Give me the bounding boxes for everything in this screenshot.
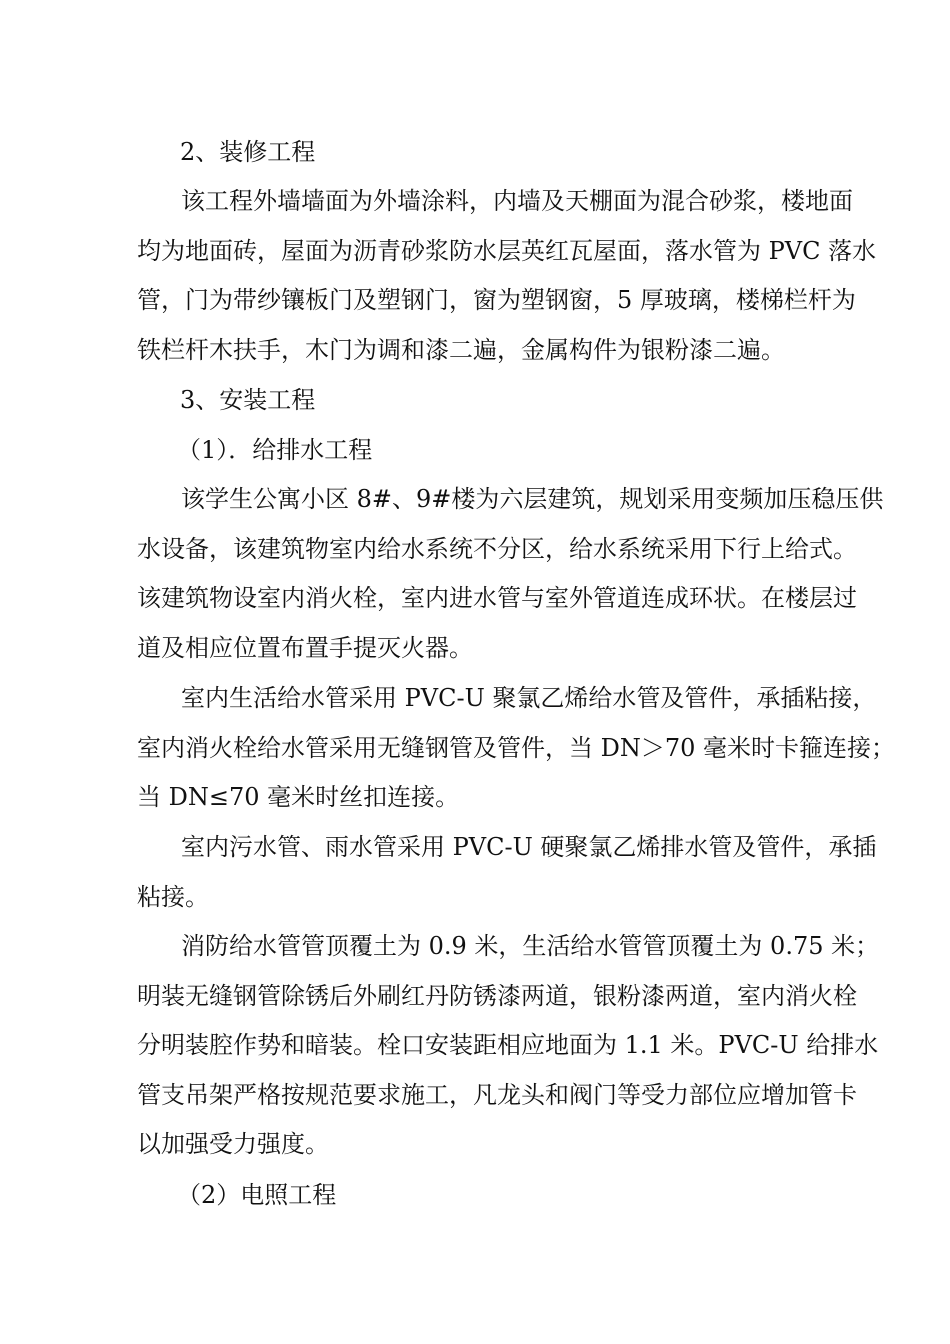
section-heading-installation: 3、安装工程 (180, 386, 316, 414)
paragraph-line: 当 DN≤70 毫米时丝扣连接。 (137, 783, 460, 812)
paragraph-line: 室内生活给水管采用 PVC-U 聚氯乙烯给水管及管件，承插粘接， (181, 684, 877, 712)
paragraph-pipe-cover-and-supports (137, 931, 880, 1179)
subsection-heading-plumbing: （1）．给排水工程 (177, 436, 373, 464)
paragraph-line: 水设备，该建筑物室内给水系统不分区，给水系统采用下行上给式。 (137, 534, 857, 563)
paragraph-line: 以加强受力强度。 (137, 1130, 329, 1159)
paragraph-line: 粘接。 (137, 882, 209, 911)
paragraph-line: 管支吊架严格按规范要求施工，凡龙头和阀门等受力部位应增加管卡 (137, 1080, 857, 1109)
paragraph-line: 该工程外墙墙面为外墙涂料，内墙及天棚面为混合砂浆，楼地面 (181, 187, 853, 215)
paragraph-plumbing-overview (137, 484, 884, 682)
paragraph-line: 分明装腔作势和暗装。栓口安装距相应地面为 1.1 米。PVC-U 给排水 (137, 1031, 879, 1060)
paragraph-line: 室内污水管、雨水管采用 PVC-U 硬聚氯乙烯排水管及管件，承插 (181, 833, 877, 861)
paragraph-decoration (137, 186, 877, 384)
paragraph-drainage-pipes (137, 832, 877, 931)
subsection-heading-electrical: （2）电照工程 (177, 1181, 337, 1209)
paragraph-line: 该学生公寓小区 8#、9#楼为六层建筑，规划采用变频加压稳压供 (181, 485, 884, 513)
paragraph-line: 室内消火栓给水管采用无缝钢管及管件，当 DN＞70 毫米时卡箍连接； (137, 733, 896, 762)
paragraph-line: 明装无缝钢管除锈后外刷红丹防锈漆两道，银粉漆两道，室内消火栓 (137, 981, 857, 1010)
paragraph-line: 消防给水管管顶覆土为 0.9 米，生活给水管管顶覆土为 0.75 米； (181, 932, 880, 960)
section-heading-decoration: 2、装修工程 (180, 138, 316, 166)
paragraph-line: 道及相应位置布置手提灭火器。 (137, 633, 473, 662)
paragraph-line: 该建筑物设室内消火栓，室内进水管与室外管道连成环状。在楼层过 (137, 584, 857, 613)
paragraph-line: 均为地面砖，屋面为沥青砂浆防水层英红瓦屋面，落水管为 PVC 落水 (137, 236, 877, 265)
paragraph-line: 铁栏杆木扶手，木门为调和漆二遍，金属构件为银粉漆二遍。 (137, 335, 785, 364)
paragraph-water-supply-pipes (137, 683, 896, 832)
paragraph-line: 管，门为带纱镶板门及塑钢门，窗为塑钢窗，5 厚玻璃，楼梯栏杆为 (137, 286, 856, 315)
